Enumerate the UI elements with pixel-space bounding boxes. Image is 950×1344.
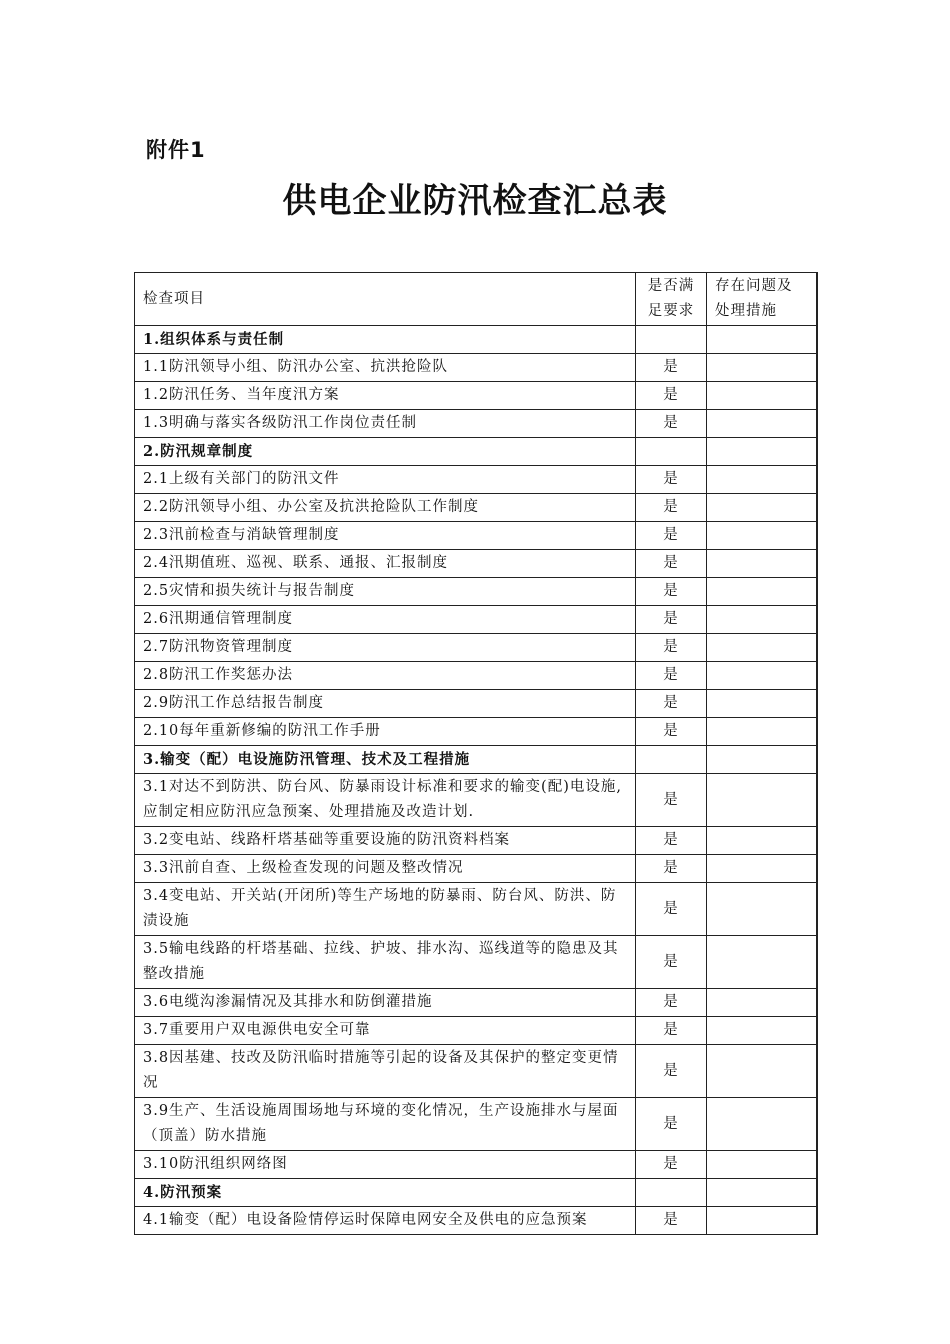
meets-requirement-cell: 是: [636, 550, 707, 578]
check-item: 2.2防汛领导小组、办公室及抗洪抢险队工作制度: [135, 494, 636, 522]
table-row: [135, 774, 817, 827]
meets-requirement-cell: 是: [636, 989, 707, 1017]
table-row: [135, 1017, 817, 1045]
meets-requirement-cell: 是: [636, 855, 707, 883]
meets-requirement-cell: 是: [636, 827, 707, 855]
check-item: 3.2变电站、线路杆塔基础等重要设施的防汛资料档案: [135, 827, 636, 855]
meets-requirement-cell: 是: [636, 1207, 707, 1235]
issues-cell: [707, 1207, 817, 1235]
table-row: [135, 936, 817, 989]
table-row: [135, 466, 817, 494]
check-item: 2.7防汛物资管理制度: [135, 634, 636, 662]
issues-cell: [707, 410, 817, 438]
meets-requirement-cell: 是: [636, 1151, 707, 1179]
meets-requirement-cell: 是: [636, 662, 707, 690]
meets-requirement-cell: 是: [636, 354, 707, 382]
table-row: [135, 550, 817, 578]
table-row: [135, 1207, 817, 1235]
table-row: [135, 634, 817, 662]
meets-requirement-cell: 是: [636, 883, 707, 936]
section-row: [135, 1179, 817, 1207]
table-header-row: [135, 273, 817, 326]
meets-requirement-cell: 是: [636, 606, 707, 634]
check-item: 2.10每年重新修编的防汛工作手册: [135, 718, 636, 746]
check-item: 2.4汛期值班、巡视、联系、通报、汇报制度: [135, 550, 636, 578]
table-row: [135, 1045, 817, 1098]
meets-requirement-cell: 是: [636, 1045, 707, 1098]
table-row: [135, 855, 817, 883]
meets-requirement-cell: 是: [636, 578, 707, 606]
section-title: 1.组织体系与责任制: [135, 326, 636, 354]
check-item: 2.3汛前检查与消缺管理制度: [135, 522, 636, 550]
section-title: 3.输变（配）电设施防汛管理、技术及工程措施: [135, 746, 636, 774]
meets-requirement-cell: 是: [636, 936, 707, 989]
table-row: [135, 690, 817, 718]
issues-cell: [707, 326, 817, 354]
issues-cell: [707, 354, 817, 382]
table-row: [135, 662, 817, 690]
meets-requirement-cell: 是: [636, 718, 707, 746]
issues-cell: [707, 522, 817, 550]
issues-cell: [707, 1045, 817, 1098]
inspection-table: [134, 272, 818, 1235]
table-row: [135, 578, 817, 606]
table-row: [135, 522, 817, 550]
table-row: [135, 827, 817, 855]
check-item: 4.1输变（配）电设备险情停运时保障电网安全及供电的应急预案: [135, 1207, 636, 1235]
meets-requirement-cell: 是: [636, 466, 707, 494]
meets-requirement-cell: 是: [636, 774, 707, 827]
document-title: 供电企业防汛检查汇总表: [282, 181, 668, 221]
meets-requirement-cell: 是: [636, 494, 707, 522]
check-item: 3.10防汛组织网络图: [135, 1151, 636, 1179]
header-issues: 存在问题及处理措施: [707, 273, 817, 326]
meets-requirement-cell: 是: [636, 1098, 707, 1151]
meets-requirement-cell: [636, 438, 707, 466]
table-row: [135, 606, 817, 634]
section-title: 2.防汛规章制度: [135, 438, 636, 466]
meets-requirement-cell: 是: [636, 382, 707, 410]
check-item: 3.8因基建、技改及防汛临时措施等引起的设备及其保护的整定变更情况: [135, 1045, 636, 1098]
issues-cell: [707, 466, 817, 494]
issues-cell: [707, 883, 817, 936]
issues-cell: [707, 662, 817, 690]
meets-requirement-cell: 是: [636, 634, 707, 662]
check-item: 2.1上级有关部门的防汛文件: [135, 466, 636, 494]
check-item: 2.8防汛工作奖惩办法: [135, 662, 636, 690]
issues-cell: [707, 634, 817, 662]
issues-cell: [707, 774, 817, 827]
check-item: 3.6电缆沟渗漏情况及其排水和防倒灌措施: [135, 989, 636, 1017]
check-item: 3.1对达不到防洪、防台风、防暴雨设计标准和要求的输变(配)电设施,应制定相应防汛应急预案、处理措施及改造计划.: [135, 774, 636, 827]
section-row: [135, 438, 817, 466]
issues-cell: [707, 936, 817, 989]
issues-cell: [707, 855, 817, 883]
issues-cell: [707, 1017, 817, 1045]
section-row: [135, 746, 817, 774]
check-item: 1.2防汛任务、当年度汛方案: [135, 382, 636, 410]
issues-cell: [707, 989, 817, 1017]
check-item: 3.3汛前自查、上级检查发现的问题及整改情况: [135, 855, 636, 883]
issues-cell: [707, 494, 817, 522]
header-item: 检查项目: [135, 273, 636, 326]
issues-cell: [707, 606, 817, 634]
issues-cell: [707, 1179, 817, 1207]
check-item: 2.6汛期通信管理制度: [135, 606, 636, 634]
table-row: [135, 494, 817, 522]
issues-cell: [707, 382, 817, 410]
check-item: 1.3明确与落实各级防汛工作岗位责任制: [135, 410, 636, 438]
meets-requirement-cell: [636, 746, 707, 774]
header-meets: 是否满足要求: [636, 273, 707, 326]
issues-cell: [707, 690, 817, 718]
issues-cell: [707, 438, 817, 466]
table-row: [135, 410, 817, 438]
issues-cell: [707, 578, 817, 606]
meets-requirement-cell: 是: [636, 1017, 707, 1045]
issues-cell: [707, 1151, 817, 1179]
issues-cell: [707, 746, 817, 774]
issues-cell: [707, 718, 817, 746]
table-row: [135, 354, 817, 382]
meets-requirement-cell: [636, 1179, 707, 1207]
meets-requirement-cell: 是: [636, 690, 707, 718]
meets-requirement-cell: [636, 326, 707, 354]
check-item: 2.5灾情和损失统计与报告制度: [135, 578, 636, 606]
table-row: [135, 1098, 817, 1151]
check-item: 1.1防汛领导小组、防汛办公室、抗洪抢险队: [135, 354, 636, 382]
table-row: [135, 989, 817, 1017]
check-item: 3.9生产、生活设施周围场地与环境的变化情况，生产设施排水与屋面（顶盖）防水措施: [135, 1098, 636, 1151]
table-row: [135, 883, 817, 936]
check-item: 3.7重要用户双电源供电安全可靠: [135, 1017, 636, 1045]
issues-cell: [707, 1098, 817, 1151]
table-row: [135, 718, 817, 746]
check-item: 2.9防汛工作总结报告制度: [135, 690, 636, 718]
check-item: 3.4变电站、开关站(开闭所)等生产场地的防暴雨、防台风、防洪、防渍设施: [135, 883, 636, 936]
issues-cell: [707, 550, 817, 578]
table-row: [135, 1151, 817, 1179]
attachment-label: 附件1: [146, 138, 206, 162]
section-title: 4.防汛预案: [135, 1179, 636, 1207]
section-row: [135, 326, 817, 354]
table-row: [135, 382, 817, 410]
meets-requirement-cell: 是: [636, 410, 707, 438]
check-item: 3.5输电线路的杆塔基础、拉线、护坡、排水沟、巡线道等的隐患及其整改措施: [135, 936, 636, 989]
issues-cell: [707, 827, 817, 855]
meets-requirement-cell: 是: [636, 522, 707, 550]
